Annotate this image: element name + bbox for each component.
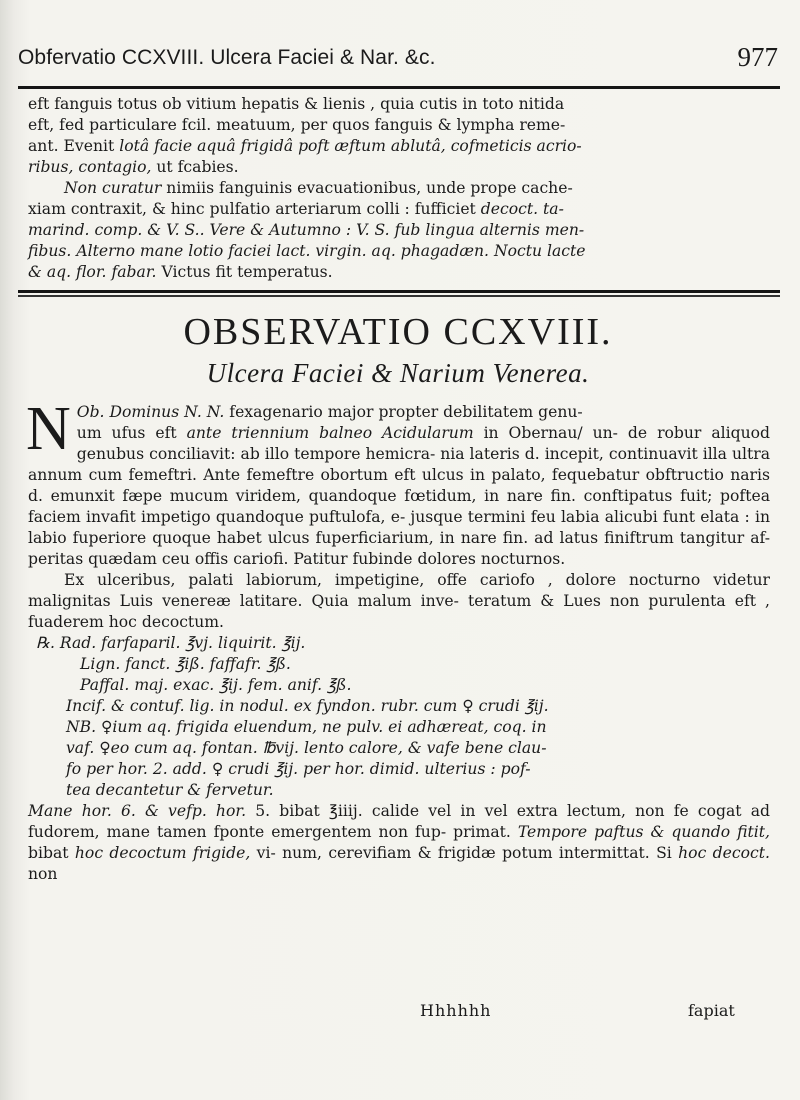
recipe-line: Incif. & contuf. lig. in nodul. ex fyndon. rubr. cum ♀ crudi ℥ij.: [66, 697, 549, 715]
intro-line-4: ribus, contagio, ut fcabies.: [28, 158, 239, 176]
intro-line-2: eft, fed particulare fcil. meatuum, per quos fanguis & lympha reme-: [28, 116, 566, 134]
observation-body: [26, 395, 771, 885]
section-rule-top: [18, 290, 780, 293]
diagnosis-paragraph: Ex ulceribus, palati labiorum, impetigine, offe cariofo , dolore nocturno videtur malignitas Luis venereæ latitare. Quia malum inve- teratum & Lues non purulenta eft , fuaderem hoc decoctum.: [28, 571, 770, 631]
recipe-line: Paffal. maj. exac. ℥ij. fem. anif. ℥ß.: [80, 676, 352, 694]
catchword: fapiat: [688, 1001, 735, 1020]
intro-line-1: eft fanguis totus ob vitium hepatis & lienis , quia cutis in toto nitida: [28, 95, 565, 113]
recipe-line: vaf. ♀eo cum aq. fontan. ℔vij. lento calore, & vafe bene clau-: [66, 739, 547, 757]
observation-title: OBSERVATIO CCXVIII.: [183, 311, 613, 353]
signature-mark: Hhhhhh: [420, 1001, 492, 1020]
cure-line-3: marind. comp. & V. S.. Vere & Autumno : V. S. fub lingua alternis men-: [28, 221, 585, 239]
intro-line-3: ant. Evenit lotâ facie aquâ frigidâ poft æftum ablutâ, cofmeticis acrio-: [28, 137, 582, 155]
cure-line-2: xiam contraxit, & hinc pulfatio arteriarum colli : fufficiet decoct. ta-: [28, 200, 564, 218]
running-title: Obfervatio CCXVIII. Ulcera Faciei & Nar. &c.: [18, 46, 436, 69]
observation-subtitle: Ulcera Faciei & Narium Venerea.: [206, 358, 590, 388]
header-rule: [18, 86, 780, 89]
running-header: [18, 40, 778, 84]
recipe-line: ℞. Rad. farfaparil. ℥vj. liquirit. ℥ij.: [36, 634, 306, 652]
cure-line-5: & aq. flor. fabar. Victus fit temperatus.: [28, 263, 333, 281]
recipe-line: tea decantetur & fervetur.: [66, 781, 274, 799]
dosage-paragraph: Mane hor. 6. & vefp. hor. 5. bibat ℥iiij. calide vel in vel extra lectum, non fe cogat ad fudorem, mane tamen fponte emergentem non fup- primat. Tempore paftus & quando fitit, bibat hoc decoctum frigide, vi- num, cerevifiam & frigidæ potum intermittat. Si hoc decoct. non: [28, 802, 771, 883]
cure-line-4: fibus. Alterno mane lotio faciei lact. virgin. aq. phagadæn. Noctu lacte: [28, 242, 586, 260]
cure-line-1: Non curatur nimiis fanguinis evacuationibus, unde prope cache-: [64, 179, 573, 197]
recipe-line: fo per hor. 2. add. ♀ crudi ℥ij. per hor. dimid. ulterius : pof-: [66, 760, 531, 778]
page-number: 977: [737, 42, 778, 72]
case-paragraph: N Ob. Dominus N. N. fexagenario major propter debilitatem genu- um ufus eft ante triennium balneo Acidularum in Obernau/ un- de robur aliquod genubus conciliavit: ab illo tempore hemicra- nia lateris d. incepit, continuavit illa ultra annum cum femeftri. Ante femeftre obortum eft ulcus in palato, fequebatur obftructio naris d. emunxit fæpe mucum viridem, quandoque fœtidum, in nare fin. conftipatus fuit; poftea faciem invafit impetigo quandoque puftulofa, e- jusque termini feu labia alicubi funt elata : in labio fuperiore quoque habet ulcus fuperficiarium, in nare fin. ad latus finiftrum tangitur af- peritas quædam ceu offis cariofi. Patitur fubinde dolores nocturnos.: [26, 395, 771, 568]
drop-cap: N: [26, 395, 71, 463]
recipe-line: Lign. fanct. ℥iß. faffafr. ℥ß.: [80, 655, 291, 673]
recipe-block: [28, 633, 770, 801]
intro-paragraph: [28, 94, 770, 283]
section-rule-bottom: [18, 295, 780, 297]
recipe-line: NB. ♀ium aq. frigida eluendum, ne pulv. ei adhæreat, coq. in: [66, 718, 547, 736]
